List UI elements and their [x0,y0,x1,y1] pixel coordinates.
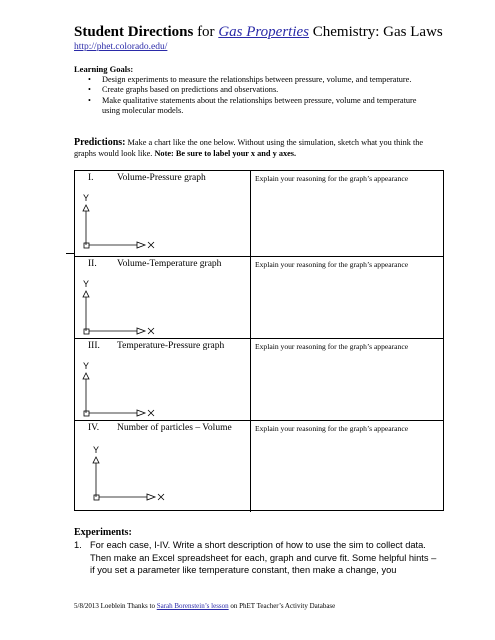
experiments-item [74,539,440,577]
title-bold: Student Directions [74,24,194,40]
column-divider [250,339,251,420]
y-axis-label: Y [83,193,90,203]
predictions-label: Predictions: [74,137,126,148]
phet-url-link[interactable]: http://phet.colorado.edu/ [74,42,168,52]
footer [74,602,335,610]
document-title [74,24,443,41]
table-row [75,257,443,339]
row-number: IV. [88,423,100,433]
experiments-heading: Experiments: [74,527,132,538]
experiments-number: 1. [74,540,82,550]
table-row [75,171,443,257]
lesson-link[interactable]: Sarah Borenstein’s lesson [156,602,229,610]
row-number: I. [88,173,94,183]
predictions-text: Make a chart like the one below. Without using the simulation, sketch what you think the graphs would look like. [74,138,424,158]
title-rest: Chemistry: Gas Laws [309,24,443,40]
explain-label: Explain your reasoning for the graph’s appearance [255,260,409,269]
explain-label: Explain your reasoning for the graph’s appearance [255,342,409,351]
gas-properties-link[interactable]: Gas Properties [218,24,310,40]
axes-sketch-icon [77,279,167,339]
graph-title: Number of particles – Volume [117,423,232,433]
predictions-paragraph [74,137,434,159]
footer-suffix: on PhET Teacher’s Activity Database [228,602,336,610]
column-divider [250,171,251,256]
row-number: II. [88,259,97,269]
title-for: for [193,24,219,40]
margin-tick [66,253,74,254]
prediction-table [74,170,444,511]
axes-sketch-icon [77,361,167,421]
axes-sketch-icon [77,193,167,253]
goal-item: • Design experiments to measure the relationships between pressure, volume, and temperature. [88,75,428,85]
table-row [75,339,443,421]
goal-item: • Create graphs based on predictions and observations. [88,85,428,95]
explain-label: Explain your reasoning for the graph’s appearance [255,424,409,433]
learning-goals-heading: Learning Goals: [74,64,134,74]
graph-title: Temperature-Pressure graph [117,341,225,351]
goal-item: • Make qualitative statements about the relationships between pressure, volume and temperature using molecular models. [88,96,428,117]
learning-goals-list [88,75,428,116]
graph-title: Volume-Temperature graph [117,259,222,269]
experiments-text: For each case, I-IV. Write a short description of how to use the sim to collect data. Then make an Excel spreadsheet for each, graph and curve fit. Some helpful hints – if you set a parameter like temperature constant, then make a change, you [90,540,437,575]
y-axis-label: Y [83,279,90,289]
explain-label: Explain your reasoning for the graph’s appearance [255,174,409,183]
row-number: III. [88,341,100,351]
column-divider [250,257,251,338]
y-axis-label: Y [93,445,100,455]
predictions-note: Note: Be sure to label your x and y axes. [154,149,297,158]
footer-prefix: 5/8/2013 Loeblein Thanks to [74,602,157,610]
table-row [75,421,443,512]
axes-sketch-icon [87,445,177,505]
y-axis-label: Y [83,361,90,371]
column-divider [250,421,251,512]
graph-title: Volume-Pressure graph [117,173,206,183]
